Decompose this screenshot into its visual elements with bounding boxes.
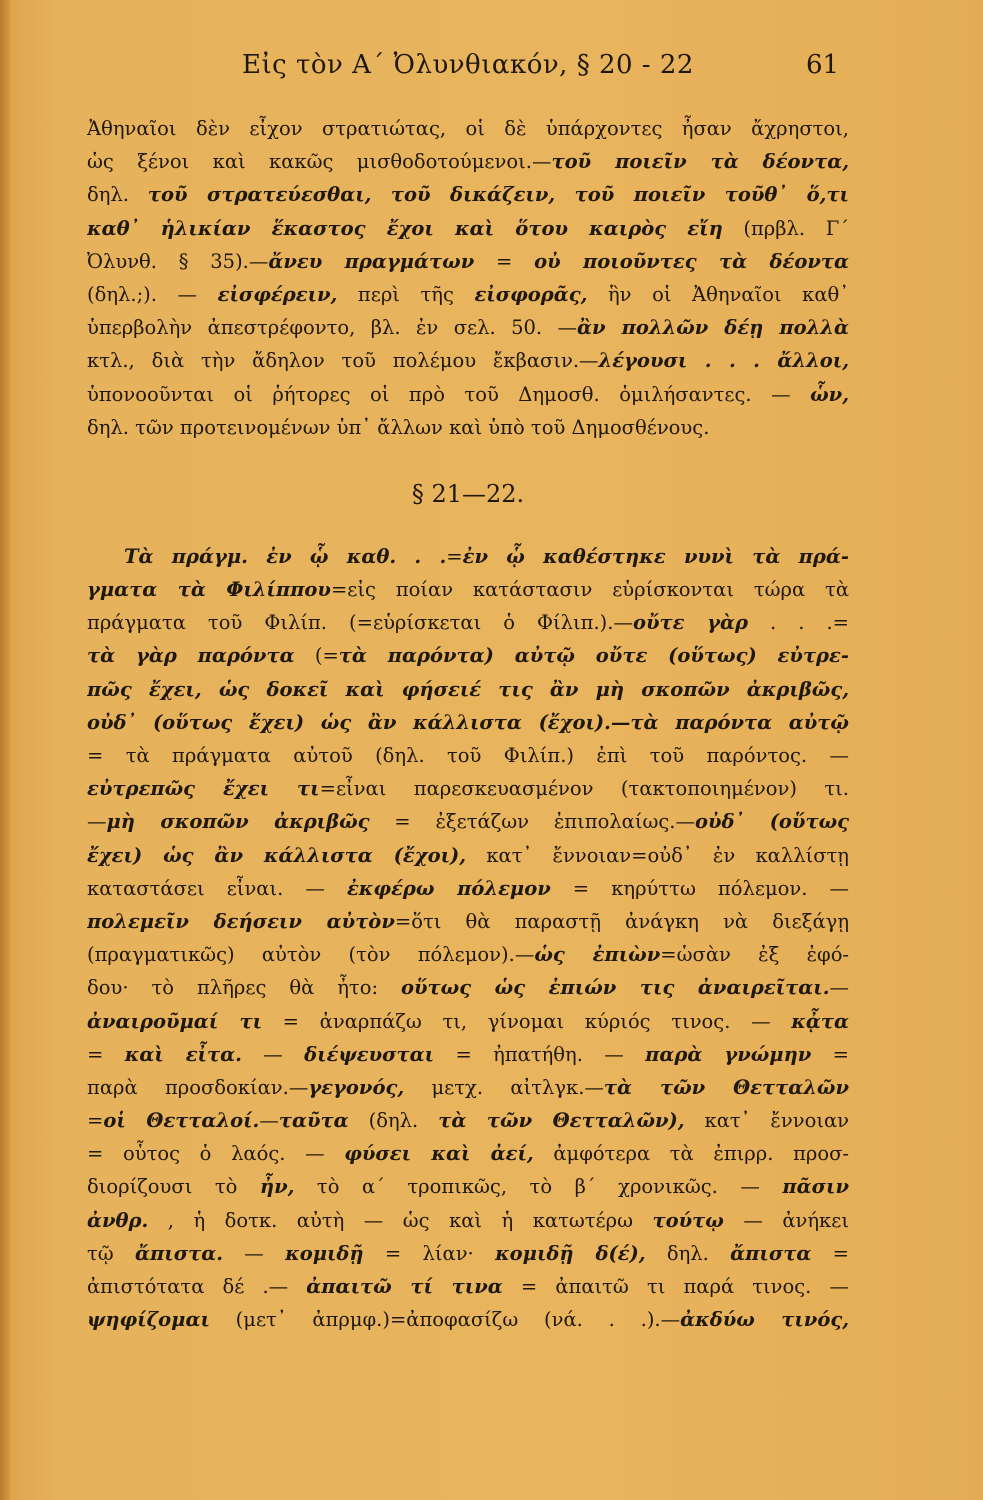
gloss-text: — [829, 976, 849, 1000]
text-line [87, 1204, 849, 1237]
lemma-term: ἂν πολλῶν δέῃ πολλὰ [577, 316, 849, 340]
lemma-term: εὐτρεπῶς ἔχει τι [87, 777, 320, 801]
gloss-text: τὸ α΄ τροπικῶς, τὸ β΄ χρονικῶς. — [294, 1175, 783, 1199]
gloss-text: Ἀθηναῖοι δὲν εἶχον στρατιώτας, οἱ δὲ ὑπάρχοντες ἦσαν ἄχρηστοι, [87, 117, 849, 140]
commentary-block-2 [87, 540, 849, 1337]
text-line [87, 1303, 849, 1336]
page-edge [0, 0, 10, 1500]
gloss-text: πράγματα τοῦ Φιλίπ. (=εὑρίσκεται ὁ Φίλιπ.).— [87, 611, 633, 635]
lemma-term: παρὰ γνώμην [645, 1042, 812, 1066]
lemma-term: τὰ παρόντα) αὐτῷ οὔτε (οὕτως) εὐτρε- [338, 644, 849, 668]
lemma-term: κομιδῇ [285, 1241, 364, 1265]
gloss-text: διορίζουσι τὸ [87, 1175, 260, 1199]
lemma-term: τὰ τῶν Θετταλῶν [603, 1075, 849, 1099]
gloss-text: = [811, 1241, 849, 1265]
lemma-term: πολεμεῖν δεήσειν αὐτὸν [87, 909, 395, 933]
gloss-text: ὑπερβολὴν ἀπεστρέφοντο, βλ. ἐν σελ. 50. — [87, 316, 578, 340]
page-number: 61 [806, 50, 840, 80]
gloss-text: ἀπιστότατα δέ .— [87, 1275, 307, 1298]
lemma-term: ἦν, [259, 1175, 295, 1199]
gloss-text: (= [294, 644, 339, 668]
text-line [87, 805, 849, 838]
gloss-text: = [87, 1042, 125, 1066]
text-line [87, 411, 849, 444]
text-line [87, 839, 849, 872]
text-line [87, 739, 849, 772]
text-line [87, 872, 849, 905]
text-line [87, 540, 849, 573]
gloss-text: =εἶναι παρεσκευασμένον (τακτοποιημένον) τι. [319, 777, 849, 801]
text-line [87, 606, 849, 639]
lemma-term: ἄπιστα [730, 1241, 812, 1265]
gloss-text: μετχ. αἰτλγκ.— [404, 1075, 604, 1099]
gloss-text: (πραγματικῶς) αὐτὸν (τὸν πόλεμον).— [87, 943, 535, 967]
gloss-text: =ὡσὰν ἐξ ἐφό- [660, 943, 849, 967]
gloss-text: = ἐξετάζων ἐπιπολαίως.— [369, 810, 696, 834]
lemma-term: οἱ Θετταλοί. [103, 1109, 260, 1133]
text-line [87, 938, 849, 971]
gloss-text: δου· τὸ πλῆρες θὰ ἦτο: [87, 976, 401, 1000]
lemma-term: ἀναιροῦμαί τι [87, 1009, 263, 1033]
lemma-term: εἰσφορᾶς, [474, 282, 588, 306]
gloss-text: — [259, 1109, 279, 1133]
text-line [87, 344, 849, 377]
gloss-text: =εἰς ποίαν κατάστασιν εὑρίσκονται τώρα τὰ [330, 578, 849, 602]
section-heading: § 21—22. [411, 479, 525, 508]
lemma-term: λέγουσι . . . ἄλλοι, [598, 349, 849, 373]
gloss-text: = τὰ πράγματα αὐτοῦ (δηλ. τοῦ Φιλίπ.) ἐπὶ τοῦ παρόντος. — [87, 744, 849, 767]
gloss-text: (δηλ. [348, 1109, 439, 1133]
lemma-term: τὰ γὰρ παρόντα [87, 644, 295, 668]
lemma-term: οὔτε γὰρ [633, 611, 748, 635]
text-line [87, 212, 849, 245]
text-line [87, 639, 849, 672]
gloss-text: = [474, 249, 535, 273]
lemma-term: τοῦ στρατεύεσθαι, τοῦ δικάζειν, τοῦ ποιεῖν τοῦθ᾽ ὅ,τι [147, 183, 849, 207]
gloss-text: παρὰ προσδοκίαν.— [87, 1075, 309, 1099]
gloss-text: — ἀνήκει [723, 1208, 849, 1232]
lemma-term: οὐ ποιοῦντες τὰ δέοντα [534, 249, 849, 273]
text-line [87, 1137, 849, 1170]
lemma-term: οὐδ᾽ (οὕτως ἔχει) ὡς ἂν κάλλιστα (ἔχοι).—τὰ παρόντα αὐτῷ [87, 710, 849, 734]
text-line [87, 1104, 849, 1137]
text-line [87, 311, 849, 344]
text-line [87, 178, 849, 211]
gloss-text: = λίαν· [363, 1241, 496, 1265]
gloss-text: Ὀλυνθ. § 35).— [87, 249, 269, 273]
lemma-term: τὰ τῶν Θετταλῶν), [438, 1109, 685, 1133]
lemma-term: ἄπιστα. [134, 1241, 223, 1265]
lemma-term: ὡς ἐπιὼν [534, 943, 661, 967]
text-line [87, 145, 849, 178]
lemma-term: διέψευσται [304, 1042, 435, 1066]
gloss-text: , ἡ δοτκ. αὐτὴ — ὡς καὶ ἡ κατωτέρω [148, 1208, 653, 1232]
gloss-text: — [87, 810, 107, 834]
lemma-term: ψηφίζομαι [87, 1308, 210, 1332]
lemma-term: τούτῳ [652, 1208, 724, 1232]
text-line [87, 1270, 849, 1303]
lemma-term: μὴ σκοπῶν ἀκριβῶς [106, 810, 370, 834]
gloss-text: =ὅτι θὰ παραστῇ ἀνάγκη νὰ διεξάγῃ [394, 909, 849, 933]
gloss-text: (δηλ.;). — [87, 282, 218, 306]
gloss-text: — [223, 1241, 286, 1265]
gloss-text: = οὗτος ὁ λαός. — [87, 1142, 345, 1166]
gloss-text: ὡς ξένοι καὶ κακῶς μισθοδοτούμενοι.— [87, 150, 552, 174]
lemma-term: ἀκδύω τινός, [680, 1308, 849, 1332]
lemma-term: φύσει καὶ ἀεί, [344, 1142, 534, 1166]
lemma-term: ἀνθρ. [87, 1208, 149, 1232]
text-line [87, 278, 849, 311]
text-line [87, 772, 849, 805]
gloss-text: (μετ᾽ ἀπρμφ.)=ἀποφασίζω (νά. . .).— [209, 1308, 681, 1332]
lemma-term: οὐδ᾽ (οὕτως [695, 810, 849, 834]
lemma-term: οὕτως ὡς ἐπιών τις ἀναιρεῖται. [401, 976, 830, 1000]
gloss-text: δηλ. [645, 1241, 731, 1265]
commentary-block-1 [87, 112, 849, 444]
lemma-term: ἄνευ πραγμάτων [268, 249, 475, 273]
gloss-text: = ἠπατήθη. — [434, 1042, 646, 1066]
lemma-term: κᾆτα [791, 1009, 849, 1033]
lemma-term: τοῦ ποιεῖν τὰ δέοντα, [551, 150, 849, 174]
lemma-term: γεγονός, [308, 1075, 405, 1099]
gloss-text: δηλ. τῶν προτεινομένων ὑπ᾽ ἄλλων καὶ ὑπὸ τοῦ Δημοσθένους. [87, 415, 710, 439]
lemma-term: ταῦτα [278, 1109, 349, 1133]
gloss-text: — [241, 1042, 305, 1066]
text-line [87, 971, 849, 1004]
lemma-term: πᾶσιν [782, 1175, 849, 1199]
text-line [87, 1237, 849, 1270]
text-line [87, 1005, 849, 1038]
lemma-term: καθ᾽ ἡλικίαν ἕκαστος ἔχοι καὶ ὅτου καιρὸς εἴη [87, 216, 723, 240]
gloss-text: = [87, 1109, 104, 1133]
gloss-text: ἣν οἱ Ἀθηναῖοι καθ᾽ [587, 282, 849, 306]
gloss-text: δηλ. [87, 183, 148, 207]
lemma-term: γματα τὰ Φιλίππου [87, 578, 331, 602]
gloss-text: ἀμφότερα τὰ ἐπιρρ. προσ- [533, 1142, 849, 1166]
gloss-text: = [446, 544, 463, 568]
gloss-text: = [811, 1042, 849, 1066]
gloss-text: . . .= [747, 611, 849, 635]
text-line [87, 706, 849, 739]
gloss-text: κατ᾽ ἔννοιαν=οὐδ᾽ ἐν καλλίστῃ [466, 843, 849, 867]
lemma-term: ἔχει) ὡς ἂν κάλλιστα (ἔχοι), [87, 843, 467, 867]
text-line [87, 112, 849, 145]
text-line [87, 378, 849, 411]
text-line [87, 573, 849, 606]
gloss-text: καταστάσει εἶναι. — [87, 876, 347, 900]
text-line [87, 245, 849, 278]
gloss-text: = ἀναρπάζω τι, γίνομαι κύριός τινος. — [262, 1009, 792, 1033]
gloss-text: κτλ., διὰ τὴν ἄδηλον τοῦ πολέμου ἔκβασιν.— [87, 349, 599, 373]
gloss-text: κατ᾽ ἔννοιαν [684, 1109, 849, 1133]
lemma-term: εἰσφέρειν, [217, 282, 338, 306]
page-header [0, 50, 983, 90]
gloss-text: ὑπονοοῦνται οἱ ῥήτορες οἱ πρὸ τοῦ Δημοσθ. ὁμιλήσαντες. — [87, 382, 811, 406]
lemma-term: ἐκφέρω πόλεμον [346, 876, 551, 900]
text-line [87, 1170, 849, 1203]
gloss-text: = ἀπαιτῶ τι παρά τινος. — [502, 1275, 849, 1298]
gloss-text: (πρβλ. Γ΄ [722, 216, 849, 240]
gloss-text: τῷ [87, 1241, 135, 1265]
text-line [87, 1038, 849, 1071]
lemma-term: Τὰ πράγμ. ἐν ᾧ καθ. . . [124, 544, 447, 568]
gloss-text: = κηρύττω πόλεμον. — [550, 876, 849, 900]
lemma-term: πῶς ἔχει, ὡς δοκεῖ καὶ φήσειέ τις ἂν μὴ σκοπῶν ἀκριβῶς, [87, 677, 849, 701]
running-title: Εἰς τὸν Α΄ Ὀλυνθιακόν, § 20 - 22 [242, 50, 694, 80]
gloss-text: περὶ τῆς [337, 282, 475, 306]
text-line [87, 905, 849, 938]
lemma-term: καὶ εἶτα. [124, 1042, 242, 1066]
text-line [87, 673, 849, 706]
page-text [87, 112, 849, 1336]
lemma-term: ἀπαιτῶ τί τινα [306, 1275, 503, 1298]
lemma-term: ἐν ᾧ καθέστηκε νυνὶ τὰ πρά- [462, 544, 849, 568]
text-line [87, 1071, 849, 1104]
lemma-term: κομιδῇ δ(έ), [495, 1241, 646, 1265]
lemma-term: ὧν, [810, 382, 849, 406]
